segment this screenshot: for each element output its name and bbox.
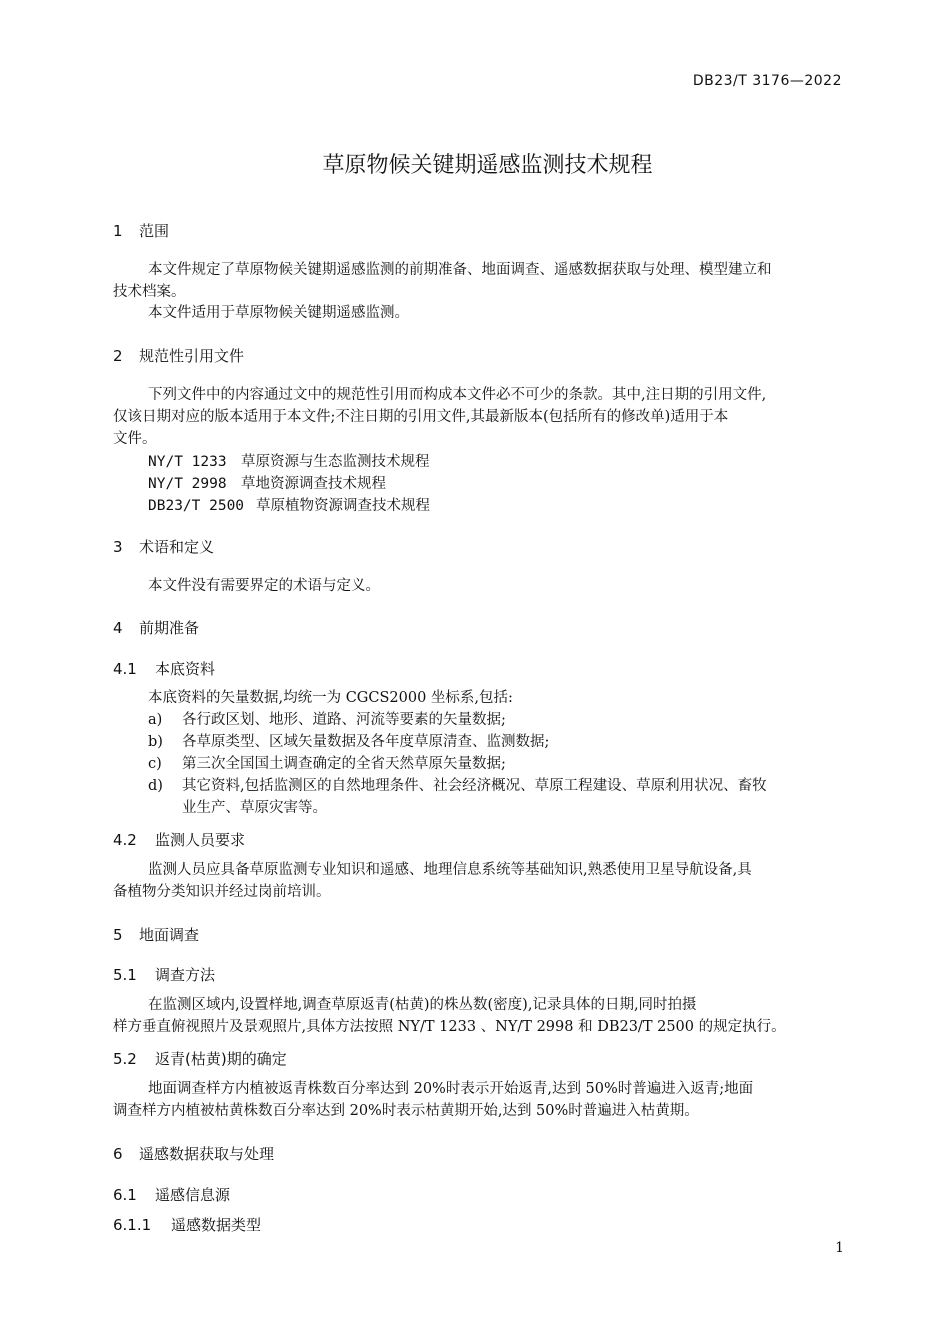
- document-id: DB23/T 3176—2022: [692, 73, 842, 89]
- section-number: 4: [113, 619, 123, 637]
- reference-item: [148, 450, 430, 471]
- subsection-title: 返青(枯黄)期的确定: [155, 1050, 287, 1068]
- paragraph: 本文件没有需要界定的术语与定义。: [148, 578, 380, 594]
- subsection-title: 本底资料: [155, 660, 216, 678]
- reference-code: NY/T 2998: [148, 476, 227, 492]
- list-item: [148, 731, 549, 753]
- subsection-number: 5.2: [113, 1050, 137, 1068]
- subsection-number: 6.1: [113, 1186, 137, 1204]
- paragraph: 监测人员应具备草原监测专业知识和遥感、地理信息系统等基础知识,熟悉使用卫星导航设备,具: [148, 862, 752, 878]
- subsection-title: 监测人员要求: [155, 831, 246, 849]
- section-6-heading: [113, 1143, 274, 1164]
- reference-item: [148, 472, 386, 493]
- subsection-title: 遥感信息源: [155, 1186, 231, 1204]
- paragraph: 本底资料的矢量数据,均统一为 CGCS2000 坐标系,包括:: [148, 690, 513, 706]
- reference-item: [148, 494, 430, 515]
- page-number: 1: [835, 1240, 844, 1256]
- list-item-continuation: 业生产、草原灾害等。: [182, 800, 327, 816]
- section-number: 5: [113, 926, 123, 944]
- paragraph-continuation: 文件。: [113, 431, 157, 447]
- list-text: 其它资料,包括监测区的自然地理条件、社会经济概况、草原工程建设、草原利用状况、畜牧: [182, 778, 767, 794]
- section-4-heading: [113, 617, 199, 638]
- section-title: 地面调查: [139, 926, 200, 944]
- list-text: 第三次全国国土调查确定的全省天然草原矢量数据;: [182, 756, 506, 772]
- section-title: 术语和定义: [139, 538, 215, 556]
- list-label: c): [148, 756, 162, 772]
- paragraph-continuation: 仅该日期对应的版本适用于本文件;不注日期的引用文件,其最新版本(包括所有的修改单)适用于本: [113, 409, 729, 425]
- subsection-number: 5.1: [113, 966, 137, 984]
- list-label: b): [148, 734, 163, 750]
- paragraph: 地面调查样方内植被返青株数百分率达到 20%时表示开始返青,达到 50%时普遍进入返青;地面: [148, 1081, 754, 1097]
- subsection-5-2-heading: [113, 1048, 287, 1069]
- section-number: 6: [113, 1145, 123, 1163]
- section-title: 规范性引用文件: [139, 347, 245, 365]
- document-title: 草原物候关键期遥感监测技术规程: [322, 153, 653, 178]
- paragraph: 在监测区域内,设置样地,调查草原返青(枯黄)的株丛数(密度),记录具体的日期,同时拍摄: [148, 997, 697, 1013]
- section-2-heading: [113, 345, 244, 366]
- subsection-title: 遥感数据类型: [171, 1216, 262, 1234]
- paragraph: 下列文件中的内容通过文中的规范性引用而构成本文件必不可少的条款。其中,注日期的引用文件,: [148, 387, 767, 403]
- subsection-title: 调查方法: [155, 966, 216, 984]
- section-5-heading: [113, 924, 199, 945]
- paragraph-continuation: 样方垂直俯视照片及景观照片,具体方法按照 NY/T 1233 、NY/T 2998 和 DB23/T 2500 的规定执行。: [113, 1019, 786, 1035]
- reference-code: NY/T 1233: [148, 454, 227, 470]
- list-label: a): [148, 712, 163, 728]
- subsection-number: 4.2: [113, 831, 137, 849]
- subsection-number: 6.1.1: [113, 1216, 152, 1234]
- section-3-heading: [113, 536, 214, 557]
- paragraph: 本文件适用于草原物候关键期遥感监测。: [148, 305, 409, 321]
- paragraph-continuation: 调查样方内植被枯黄株数百分率达到 20%时表示枯黄期开始,达到 50%时普遍进入枯黄期。: [113, 1103, 699, 1119]
- section-title: 遥感数据获取与处理: [139, 1145, 275, 1163]
- list-item: [148, 775, 767, 797]
- list-item: [148, 709, 506, 731]
- subsection-6-1-heading: [113, 1184, 230, 1205]
- list-label: d): [148, 778, 163, 794]
- section-number: 3: [113, 538, 123, 556]
- subsection-number: 4.1: [113, 660, 137, 678]
- section-number: 1: [113, 222, 123, 240]
- list-item: [148, 753, 506, 775]
- section-title: 前期准备: [139, 619, 200, 637]
- paragraph: 本文件规定了草原物候关键期遥感监测的前期准备、地面调查、遥感数据获取与处理、模型建立和: [148, 262, 772, 278]
- reference-name: 草原资源与生态监测技术规程: [241, 454, 430, 470]
- reference-name: 草地资源调查技术规程: [241, 476, 386, 492]
- section-number: 2: [113, 347, 123, 365]
- subsection-5-1-heading: [113, 964, 215, 985]
- reference-name: 草原植物资源调查技术规程: [256, 498, 430, 514]
- list-text: 各行政区划、地形、道路、河流等要素的矢量数据;: [182, 712, 506, 728]
- paragraph-continuation: 技术档案。: [113, 284, 186, 300]
- section-1-heading: [113, 220, 169, 241]
- subsection-4-1-heading: [113, 658, 215, 679]
- subsection-4-2-heading: [113, 829, 245, 850]
- list-text: 各草原类型、区域矢量数据及各年度草原清查、监测数据;: [182, 734, 550, 750]
- subsection-6-1-1-heading: [113, 1214, 261, 1235]
- paragraph-continuation: 备植物分类知识并经过岗前培训。: [113, 884, 331, 900]
- section-title: 范围: [139, 222, 170, 240]
- reference-code: DB23/T 2500: [148, 498, 245, 514]
